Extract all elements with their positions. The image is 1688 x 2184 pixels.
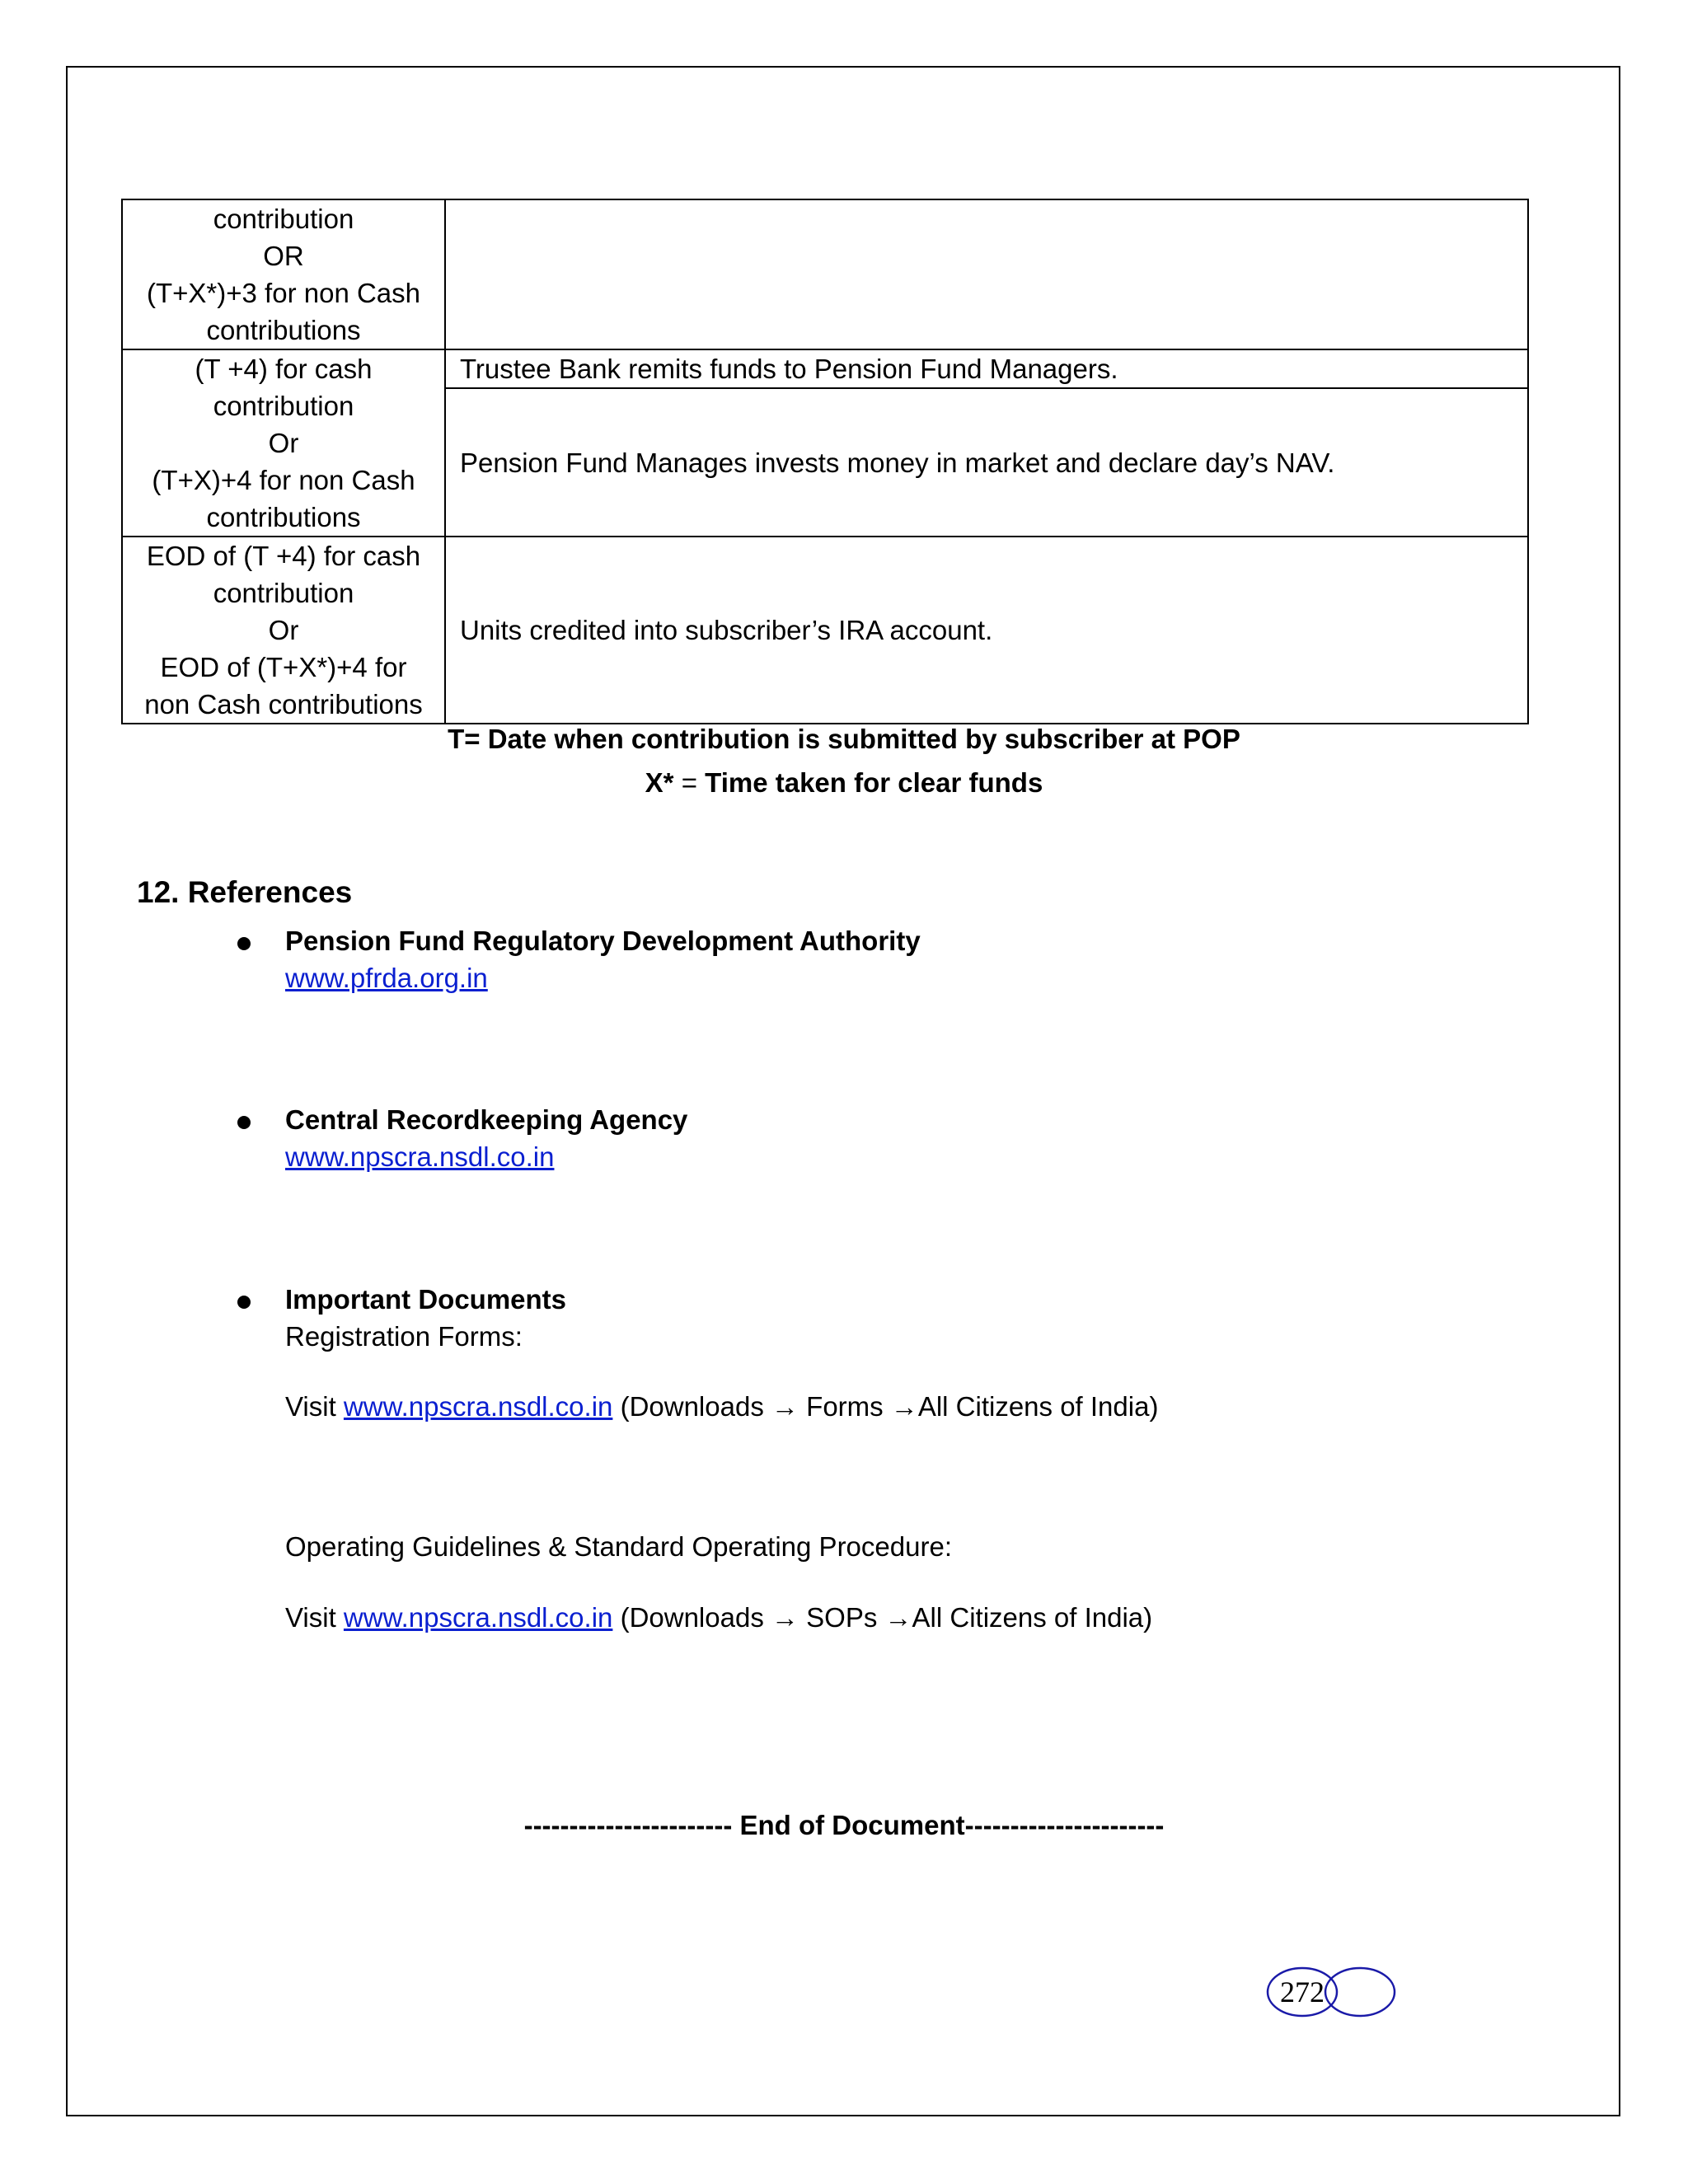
- cell-line: contributions: [206, 315, 361, 345]
- npscra-link[interactable]: www.npscra.nsdl.co.in: [285, 1141, 555, 1172]
- cell-line: OR: [263, 241, 304, 271]
- reference-subtitle: Registration Forms:: [285, 1321, 523, 1352]
- sop-visit-line: [285, 1599, 1152, 1636]
- bullet-icon: [237, 1116, 251, 1129]
- description-cell: Units credited into subscriber’s IRA account.: [445, 537, 1528, 724]
- t-definition-note: T= Date when contribution is submitted by subscriber at POP: [448, 724, 1240, 754]
- timeline-cell: [122, 199, 445, 349]
- reference-item: [285, 1101, 687, 1175]
- x-definition-equals: =: [673, 767, 706, 798]
- description-cell: [445, 199, 1528, 349]
- cell-line: (T+X*)+3 for non Cash: [147, 278, 420, 308]
- sop-title: Operating Guidelines & Standard Operating Procedure:: [285, 1531, 952, 1562]
- references-heading: 12. References: [137, 875, 353, 909]
- bullet-icon: [237, 937, 251, 950]
- table-row: [122, 537, 1528, 724]
- x-definition-note: [0, 767, 1688, 799]
- x-definition-text: Time taken for clear funds: [705, 767, 1043, 798]
- page-number: 272: [1280, 1975, 1325, 2008]
- timeline-cell: [122, 349, 445, 537]
- table-row: [122, 199, 1528, 349]
- cell-line: EOD of (T +4) for cash: [146, 541, 421, 571]
- timeline-table: [121, 199, 1529, 724]
- reference-item: [285, 922, 921, 996]
- cell-line: contribution: [213, 391, 354, 421]
- visit-prefix: Visit: [285, 1391, 344, 1422]
- timeline-cell: [122, 537, 445, 724]
- visit-prefix: Visit: [285, 1602, 344, 1633]
- bullet-icon: [237, 1296, 251, 1309]
- description-cell: Trustee Bank remits funds to Pension Fund Managers.: [445, 349, 1528, 388]
- cell-line: (T +4) for cash: [195, 354, 373, 384]
- visit-path: (Downloads → SOPs →All Citizens of India): [612, 1602, 1153, 1633]
- cell-line: contribution: [213, 578, 354, 608]
- forms-visit-line: [285, 1388, 1158, 1425]
- reference-title: Important Documents: [285, 1284, 567, 1315]
- cell-line: contribution: [213, 204, 354, 234]
- cell-line: (T+X)+4 for non Cash: [152, 465, 415, 495]
- description-cell: Pension Fund Manages invests money in market and declare day’s NAV.: [445, 388, 1528, 537]
- cell-line: EOD of (T+X*)+4 for: [160, 652, 407, 682]
- visit-path: (Downloads → Forms →All Citizens of India): [612, 1391, 1159, 1422]
- reference-title: Pension Fund Regulatory Development Authority: [285, 926, 921, 956]
- page-number-badge: [1266, 1966, 1398, 2018]
- cell-line: contributions: [206, 502, 361, 532]
- table-row: [122, 349, 1528, 388]
- reference-item: [285, 1281, 566, 1355]
- forms-link[interactable]: www.npscra.nsdl.co.in: [343, 1391, 613, 1422]
- end-of-document: ----------------------- End of Document----------------------: [523, 1810, 1165, 1840]
- cell-line: non Cash contributions: [144, 689, 423, 719]
- page-number-oval-right: [1325, 1968, 1395, 2016]
- sop-link[interactable]: www.npscra.nsdl.co.in: [343, 1602, 613, 1633]
- cell-line: Or: [268, 428, 299, 458]
- reference-title: Central Recordkeeping Agency: [285, 1104, 688, 1135]
- pfrda-link[interactable]: www.pfrda.org.in: [285, 963, 488, 993]
- x-definition-symbol: X*: [645, 767, 674, 798]
- cell-line: Or: [268, 615, 299, 645]
